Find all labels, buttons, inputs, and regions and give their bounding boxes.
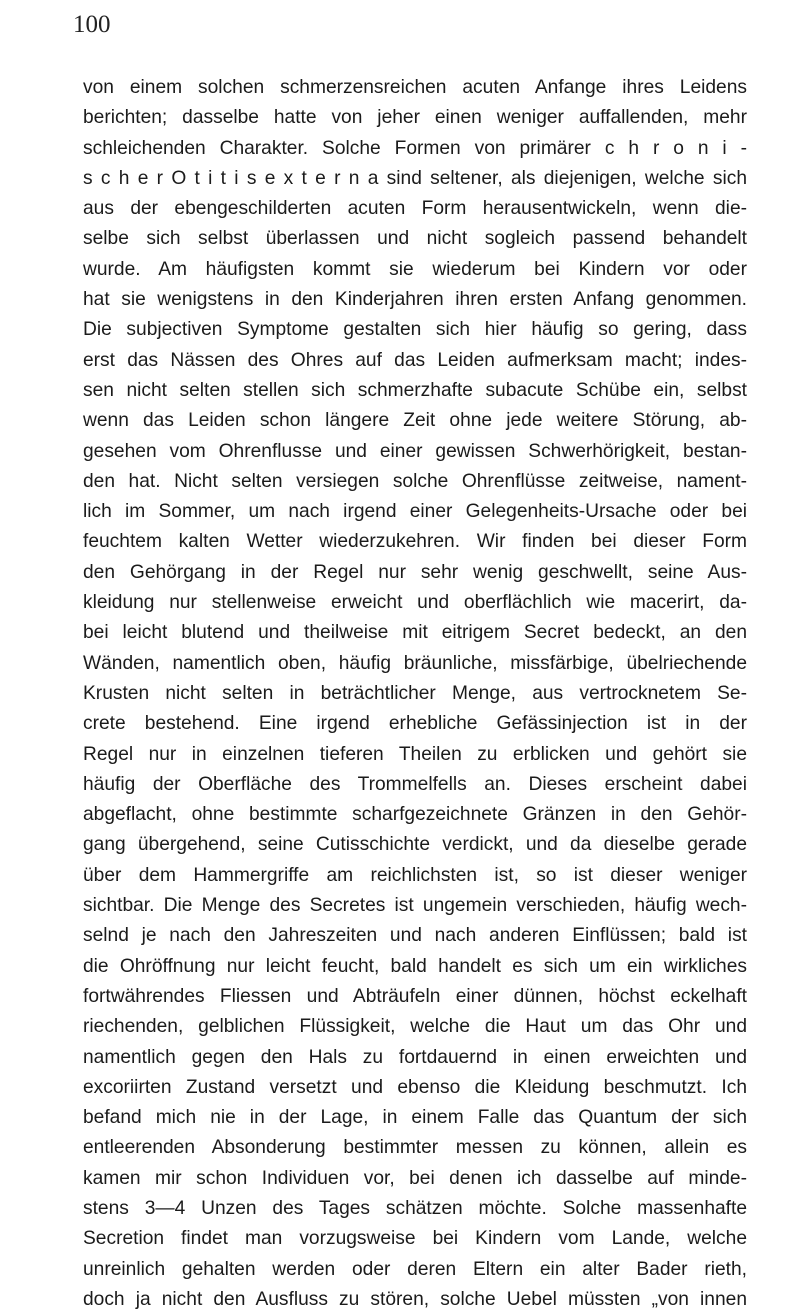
text-line: die Ohröffnung nur leicht feucht, bald handelt es sich um ein wirkliches — [83, 955, 747, 977]
text-line: s c h e r O t i t i s e x t e r n a sind seltener, als diejenigen, welche sich — [83, 167, 747, 189]
text-line: Wänden, namentlich oben, häufig bräunliche, missfärbige, übelriechende — [83, 652, 747, 674]
text-line: wenn das Leiden schon längere Zeit ohne jede weitere Störung, ab- — [83, 410, 747, 432]
text-line: häufig der Oberfläche des Trommelfells an. Dieses erscheint dabei — [83, 773, 747, 795]
text-line: gesehen vom Ohrenflusse und einer gewissen Schwerhörigkeit, bestan- — [83, 440, 747, 462]
text-line: aus der ebengeschilderten acuten Form herausentwickeln, wenn die- — [83, 198, 747, 220]
text-line: von einem solchen schmerzensreichen acuten Anfange ihres Leidens — [83, 77, 747, 98]
text-line: kleidung nur stellenweise erweicht und oberflächlich wie macerirt, da- — [83, 592, 747, 614]
text-line: erst das Nässen des Ohres auf das Leiden aufmerksam macht; indes- — [83, 349, 747, 371]
text-line: Die subjectiven Symptome gestalten sich hier häufig so gering, dass — [83, 319, 747, 341]
text-line: sichtbar. Die Menge des Secretes ist ungemein verschieden, häufig wech- — [83, 895, 747, 917]
text-line: fortwährendes Fliessen und Abträufeln einer dünnen, höchst eckelhaft — [83, 985, 747, 1007]
text-line: kamen mir schon Individuen vor, bei denen ich dasselbe auf minde- — [83, 1167, 747, 1189]
text-line: lich im Sommer, um nach irgend einer Gelegenheits-Ursache oder bei — [83, 501, 747, 523]
text-line: befand mich nie in der Lage, in einem Falle das Quantum der sich — [83, 1107, 747, 1129]
text-line: excoriirten Zustand versetzt und ebenso die Kleidung beschmutzt. Ich — [83, 1076, 747, 1098]
text-line: sen nicht selten stellen sich schmerzhafte subacute Schübe ein, selbst — [83, 379, 747, 401]
text-line: stens 3—4 Unzen des Tages schätzen möchte. Solche massenhafte — [83, 1197, 747, 1219]
text-line: abgeflacht, ohne bestimmte scharfgezeichnete Gränzen in den Gehör- — [83, 804, 747, 826]
text-line: riechenden, gelblichen Flüssigkeit, welche die Haut um das Ohr und — [83, 1016, 747, 1038]
text-line: namentlich gegen den Hals zu fortdauernd in einen erweichten und — [83, 1046, 747, 1068]
text-line: berichten; dasselbe hatte von jeher einen weniger auffallenden, mehr — [83, 107, 747, 129]
text-line: schleichenden Charakter. Solche Formen von primärer c h r o n i - — [83, 137, 747, 159]
body-text — [83, 73, 747, 1315]
page-number: 100 — [73, 11, 111, 38]
text-line: Krusten nicht selten in beträchtlicher Menge, aus vertrocknetem Se- — [83, 682, 747, 704]
text-line: Secretion findet man vorzugsweise bei Kindern vom Lande, welche — [83, 1228, 747, 1250]
text-line: den hat. Nicht selten versiegen solche Ohrenflüsse zeitweise, nament- — [83, 470, 747, 492]
text-line: wurde. Am häufigsten kommt sie wiederum bei Kindern vor oder — [83, 258, 747, 280]
text-line: bei leicht blutend und theilweise mit eitrigem Secret bedeckt, an den — [83, 622, 747, 644]
text-line: doch ja nicht den Ausfluss zu stören, solche Uebel müssten „von innen — [83, 1288, 747, 1310]
text-line: hat sie wenigstens in den Kinderjahren ihren ersten Anfang genommen. — [83, 289, 747, 311]
text-line: gang übergehend, seine Cutisschichte verdickt, und da dieselbe gerade — [83, 834, 747, 856]
text-line: crete bestehend. Eine irgend erhebliche Gefässinjection ist in der — [83, 713, 747, 735]
text-line: selbe sich selbst überlassen und nicht sogleich passend behandelt — [83, 228, 747, 250]
text-line: den Gehörgang in der Regel nur sehr wenig geschwellt, seine Aus- — [83, 561, 747, 583]
text-line: feuchtem kalten Wetter wiederzukehren. Wir finden bei dieser Form — [83, 531, 747, 553]
text-line: entleerenden Absonderung bestimmter messen zu können, allein es — [83, 1137, 747, 1159]
text-line: selnd je nach den Jahreszeiten und nach anderen Einflüssen; bald ist — [83, 925, 747, 947]
text-line: unreinlich gehalten werden oder deren Eltern ein alter Bader rieth, — [83, 1258, 747, 1280]
text-line: über dem Hammergriffe am reichlichsten ist, so ist dieser weniger — [83, 864, 747, 886]
text-line: Regel nur in einzelnen tieferen Theilen zu erblicken und gehört sie — [83, 743, 747, 765]
